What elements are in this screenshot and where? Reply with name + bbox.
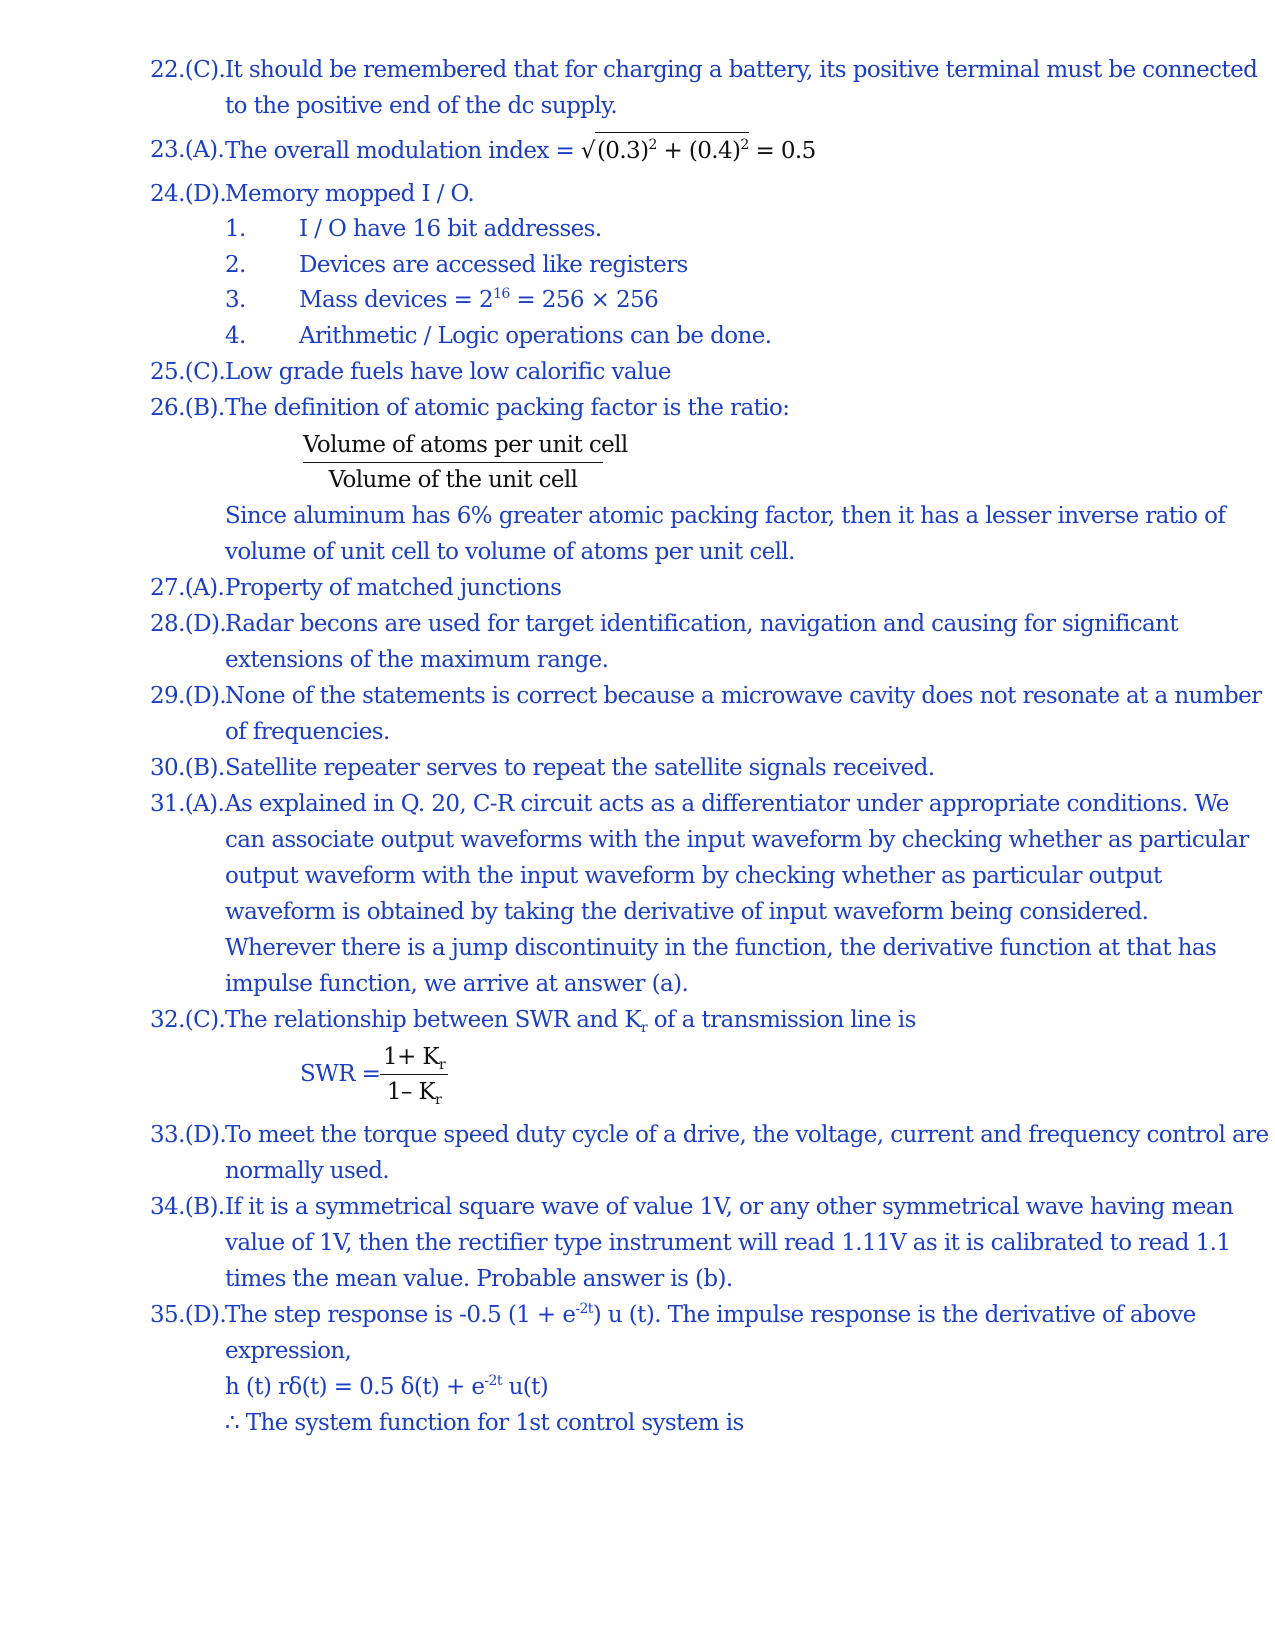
answer-text: It should be remembered that for charging a battery, its positive terminal must be connected [225,57,1258,83]
answer-number: 31.(A). [150,791,225,817]
answer-number: 26.(B). [150,395,225,421]
answer-number: 28.(D). [150,611,227,637]
answer-number: 30.(B). [150,755,225,781]
answer-text: Property of matched junctions [225,575,562,601]
sqrt-icon: √ [580,138,595,164]
document-page: 22.(C). It should be remembered that for charging a battery, its positive terminal must be connected to the positive end of the dc supply. 23.(A). The overall modulation index = $√(0.3)^2 + (0.4)^2 = 0.5$ 24.(D). Memory mopped I / O. 1. I / O have 16 bit addresses. 2. Devices are accessed like registers 3. Mass devices = $2^{16} = 256 \times 256$ 4. Arithmetic / Logic operations can be done. 25.(C). Low grade fuels have low calorific value 26.(B). The definition of atomic packing factor is the ratio: Volume of atoms per unit cell Volume of the unit cell Since aluminum has 6% greater atomic packing factor, then it has a lesser inverse ratio of volume of unit cell to volume of atoms per unit cell. 27.(A). Property of matched junctions 28.(D). Radar becons are used for target identification, navigation and causing for significant extensions of the maximum range. 29.(D). None of the statements is correct because a microwave cavity does not resonate at a number of frequencies. 30.(B). Satellite repeater serves to repeat the satellite signals received. 31.(A). As explained in Q. 20, C-R circuit acts as a differentiator under appropriate conditions. We can associate output waveforms with the input waveform by checking whether as particular output waveform with the input waveform by checking whether as particular output waveform is obtained by taking the derivative of input waveform being considered. Wherever there is a jump discontinuity in the function, the derivative function at that has impulse function, we arrive at answer (a). 32.(C). The relationship between SWR and $K_r$ of a transmission line is SWR = $1+ K_r$ 1– $K_r$ 33.(D). To meet the torque speed duty cycle of a drive, the voltage, current and frequency control are normally used. 34.(B). If it is a symmetrical square wave of value 1V, or any other symmetrical wave having mean value of 1V, then the rectifier type instrument will read 1.11V as it is calibrated to read 1.1 times the mean value. Probable answer is (b). 35.(D). The step response is -0.5 $(1 + e^{-2t})$ u (t). The impulse response is the derivative of above expression, h (t) rδ(t) = 0.5 $\delta(t) + e^{-2t}$ u(t) ∴ The system function for 1st control system is [0,0,1275,1651]
answer-number: 35.(D). [150,1302,227,1328]
fraction-denominator: 1– $K_r$ [386,1079,442,1108]
answer-number: 25.(C). [150,359,226,385]
answer-number: 33.(D). [150,1122,227,1148]
answer-text: The definition of atomic packing factor is the ratio: [225,395,790,421]
answer-text: Memory mopped I / O. [225,181,475,207]
answer-text: to the positive end of the dc supply. [225,93,618,119]
fraction-denominator: Volume of the unit cell [328,467,578,493]
packing-factor-fraction [303,428,628,497]
answer-text: Low grade fuels have low calorific value [225,359,671,385]
answer-number: 24.(D). [150,181,227,207]
fraction-numerator: Volume of atoms per unit cell [303,432,628,458]
answer-number: 32.(C). [150,1007,226,1033]
answer-text: The overall modulation index = $√(0.3)^2 + (0.4)^2 = 0.5$ [225,132,816,169]
answer-number: 29.(D). [150,683,227,709]
fraction-numerator: $1+ K_r$ [382,1044,446,1073]
answer-number: 34.(B). [150,1194,225,1220]
answer-number: 22.(C). [150,57,226,83]
modulation-index-formula: $√(0.3)^2 + (0.4)^2 = 0.5$ [581,138,816,164]
swr-fraction [380,1040,448,1109]
answer-text: Satellite repeater serves to repeat the satellite signals received. [225,755,935,781]
answer-number: 27.(A). [150,575,225,601]
answer-number: 23.(A). [150,137,225,163]
